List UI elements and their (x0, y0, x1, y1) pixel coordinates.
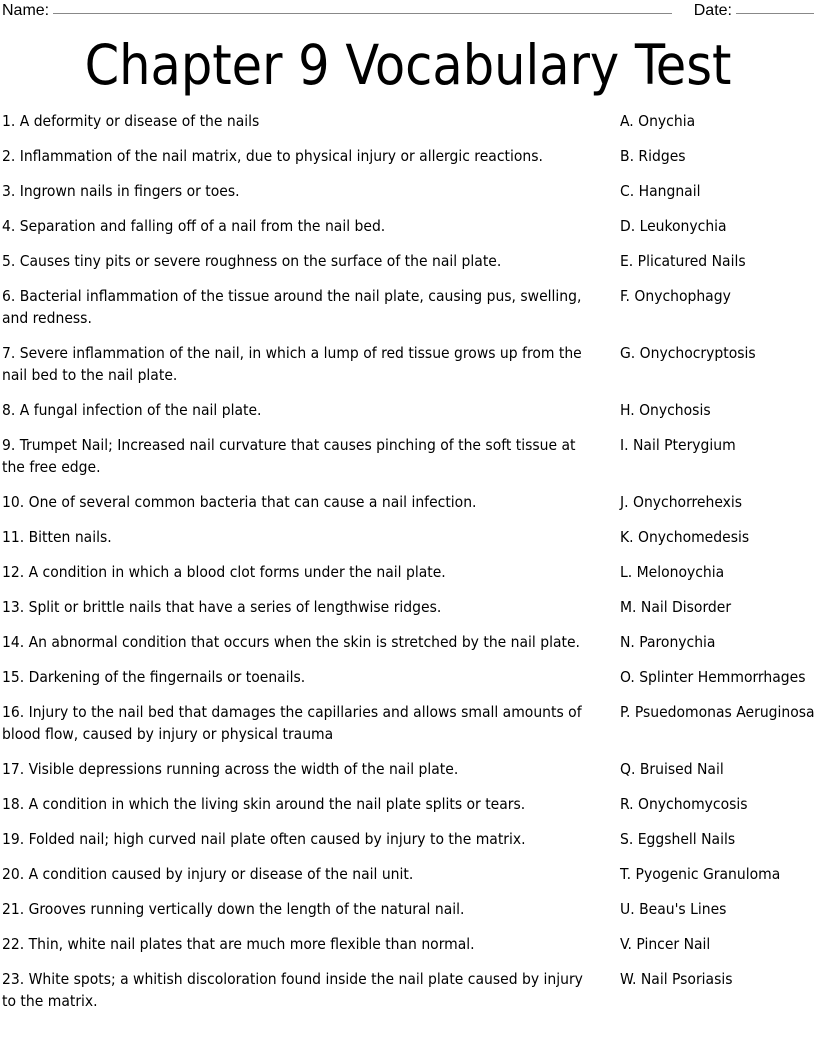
match-row (2, 399, 816, 421)
answer-option: G. Onychocryptosis (620, 344, 756, 362)
question-text: 1. A deformity or disease of the nails (2, 112, 260, 130)
answer-option: B. Ridges (620, 147, 686, 165)
answer-option: I. Nail Pterygium (620, 436, 736, 454)
match-row (2, 898, 816, 920)
question-text: 8. A fungal infection of the nail plate. (2, 401, 262, 419)
match-row (2, 828, 816, 850)
match-row (2, 561, 816, 583)
question-text: 18. A condition in which the living skin around the nail plate splits or tears. (2, 795, 526, 813)
page-title: Chapter 9 Vocabulary Test (84, 33, 732, 97)
match-row (2, 145, 816, 167)
answer-option: P. Psuedomonas Aeruginosa (620, 703, 815, 721)
answer-option: W. Nail Psoriasis (620, 970, 733, 988)
question-text: 6. Bacterial inflammation of the tissue around the nail plate, causing pus, swelling, and redness. (2, 287, 582, 327)
match-row (2, 342, 816, 386)
question-text: 13. Split or brittle nails that have a series of lengthwise ridges. (2, 598, 442, 616)
answer-option: F. Onychophagy (620, 287, 731, 305)
date-input-line[interactable] (736, 0, 814, 14)
answer-option: M. Nail Disorder (620, 598, 732, 616)
match-row (2, 180, 816, 202)
match-row (2, 215, 816, 237)
answer-option: U. Beau's Lines (620, 900, 727, 918)
match-row (2, 793, 816, 815)
question-text: 11. Bitten nails. (2, 528, 112, 546)
question-text: 4. Separation and falling off of a nail from the nail bed. (2, 217, 386, 235)
match-row (2, 526, 816, 548)
answer-option: K. Onychomedesis (620, 528, 750, 546)
answer-option: N. Paronychia (620, 633, 716, 651)
question-text: 10. One of several common bacteria that can cause a nail infection. (2, 493, 477, 511)
question-text: 15. Darkening of the fingernails or toenails. (2, 668, 306, 686)
name-label: Name: (2, 2, 50, 19)
answer-option: A. Onychia (620, 112, 696, 130)
question-text: 20. A condition caused by injury or disease of the nail unit. (2, 865, 414, 883)
question-text: 17. Visible depressions running across the width of the nail plate. (2, 760, 459, 778)
match-row (2, 285, 816, 329)
match-row (2, 110, 816, 132)
question-text: 23. White spots; a whitish discoloration found inside the nail plate caused by injury to the matrix. (2, 970, 583, 1010)
match-row (2, 491, 816, 513)
match-row (2, 933, 816, 955)
match-row (2, 968, 816, 1012)
answer-option: T. Pyogenic Granuloma (620, 865, 781, 883)
match-row (2, 666, 816, 688)
match-row (2, 596, 816, 618)
question-text: 12. A condition in which a blood clot forms under the nail plate. (2, 563, 446, 581)
student-info-header (0, 0, 816, 26)
question-text: 5. Causes tiny pits or severe roughness on the surface of the nail plate. (2, 252, 502, 270)
answer-option: C. Hangnail (620, 182, 701, 200)
answer-option: Q. Bruised Nail (620, 760, 724, 778)
answer-option: R. Onychomycosis (620, 795, 748, 813)
answer-option: L. Melonoychia (620, 563, 725, 581)
question-text: 2. Inflammation of the nail matrix, due to physical injury or allergic reactions. (2, 147, 543, 165)
answer-option: H. Onychosis (620, 401, 711, 419)
question-text: 21. Grooves running vertically down the length of the natural nail. (2, 900, 465, 918)
match-row (2, 434, 816, 478)
answer-option: V. Pincer Nail (620, 935, 711, 953)
question-text: 19. Folded nail; high curved nail plate often caused by injury to the matrix. (2, 830, 526, 848)
match-row (2, 631, 816, 653)
question-text: 7. Severe inflammation of the nail, in which a lump of red tissue grows up from the nail bed to the nail plate. (2, 344, 582, 384)
answer-option: O. Splinter Hemmorrhages (620, 668, 806, 686)
question-text: 22. Thin, white nail plates that are much more flexible than normal. (2, 935, 475, 953)
name-input-line[interactable] (53, 0, 672, 14)
question-text: 3. Ingrown nails in fingers or toes. (2, 182, 240, 200)
matching-question-list (0, 110, 816, 1012)
answer-option: D. Leukonychia (620, 217, 727, 235)
match-row (2, 863, 816, 885)
question-text: 9. Trumpet Nail; Increased nail curvature that causes pinching of the soft tissue at the free edge. (2, 436, 576, 476)
date-label: Date: (693, 2, 732, 19)
match-row (2, 758, 816, 780)
question-text: 14. An abnormal condition that occurs when the skin is stretched by the nail plate. (2, 633, 580, 651)
match-row (2, 250, 816, 272)
answer-option: S. Eggshell Nails (620, 830, 736, 848)
answer-option: E. Plicatured Nails (620, 252, 746, 270)
match-row (2, 701, 816, 745)
question-text: 16. Injury to the nail bed that damages the capillaries and allows small amounts of blood flow, caused by injury or physical trauma (2, 703, 582, 743)
answer-option: J. Onychorrehexis (620, 493, 743, 511)
